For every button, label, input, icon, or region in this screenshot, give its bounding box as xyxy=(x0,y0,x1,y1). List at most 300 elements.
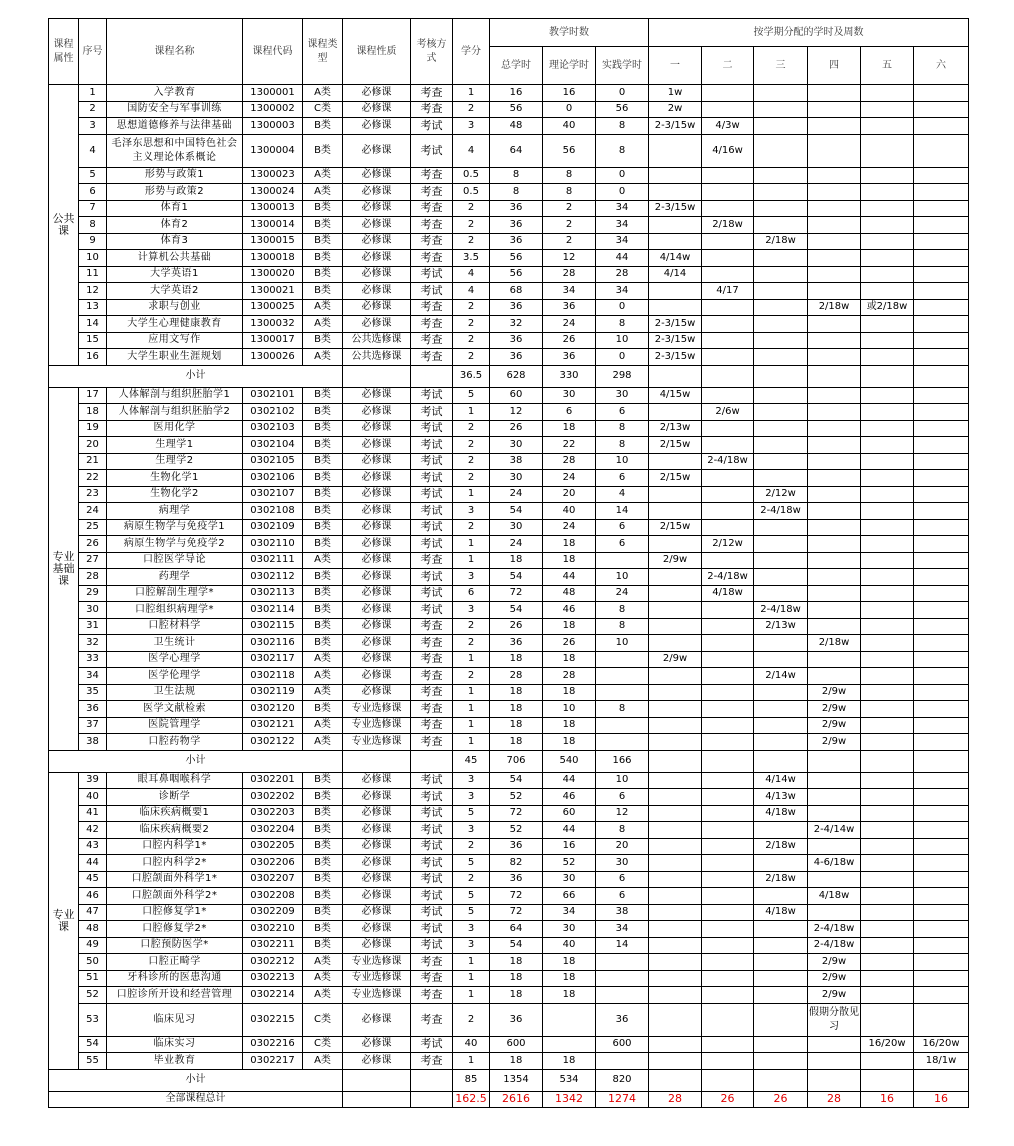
course-code: 1300002 xyxy=(243,101,303,118)
course-name: 病原生物学与免疫学2 xyxy=(107,536,243,553)
practice-hours xyxy=(596,651,649,668)
semester-4-hours xyxy=(808,1053,861,1070)
course-row xyxy=(49,772,969,789)
course-no: 21 xyxy=(79,453,107,470)
total-hours: 38 xyxy=(490,453,543,470)
practice-hours: 24 xyxy=(596,585,649,602)
semester-6-hours xyxy=(914,921,969,938)
subtotal-label: 小计 xyxy=(49,1069,343,1091)
practice-hours: 8 xyxy=(596,420,649,437)
semester-4-hours xyxy=(808,668,861,685)
practice-hours: 34 xyxy=(596,200,649,217)
course-code: 1300026 xyxy=(243,349,303,366)
total-hours: 36 xyxy=(490,299,543,316)
semester-1-hours xyxy=(649,822,702,839)
course-nature: 专业选修课 xyxy=(343,954,411,971)
theory-hours: 6 xyxy=(543,404,596,421)
subtotal-label: 小计 xyxy=(49,365,343,387)
practice-hours: 8 xyxy=(596,602,649,619)
practice-hours xyxy=(596,734,649,751)
semester-4-hours xyxy=(808,101,861,118)
course-code: 0302102 xyxy=(243,404,303,421)
course-no: 26 xyxy=(79,536,107,553)
category-label: 公共课 xyxy=(49,85,79,366)
exam-method: 考查 xyxy=(411,668,453,685)
semester-5-hours xyxy=(861,1003,914,1036)
semester-4-hours xyxy=(808,651,861,668)
practice-hours: 10 xyxy=(596,635,649,652)
course-row xyxy=(49,134,969,167)
semester-4-hours xyxy=(808,404,861,421)
semester-6-hours xyxy=(914,822,969,839)
semester-1-hours: 2/15w xyxy=(649,470,702,487)
course-code: 1300001 xyxy=(243,85,303,102)
course-no: 13 xyxy=(79,299,107,316)
course-type: A类 xyxy=(303,299,343,316)
semester-4-hours xyxy=(808,387,861,404)
course-type: B类 xyxy=(303,503,343,520)
theory-hours: 52 xyxy=(543,855,596,872)
course-code: 0302112 xyxy=(243,569,303,586)
semester-2-hours xyxy=(702,349,754,366)
theory-hours: 28 xyxy=(543,266,596,283)
course-row xyxy=(49,200,969,217)
practice-hours xyxy=(596,1053,649,1070)
credit: 3 xyxy=(453,789,490,806)
credit: 1 xyxy=(453,684,490,701)
course-nature: 必修课 xyxy=(343,855,411,872)
semester-4-hours xyxy=(808,470,861,487)
semester-4-hours: 2/9w xyxy=(808,954,861,971)
subtotal-credit: 45 xyxy=(453,750,490,772)
subtotal-total: 706 xyxy=(490,750,543,772)
semester-5-hours xyxy=(861,838,914,855)
grand-total-semester-5: 16 xyxy=(861,1091,914,1108)
practice-hours: 4 xyxy=(596,486,649,503)
semester-2-hours: 2/12w xyxy=(702,536,754,553)
course-row xyxy=(49,585,969,602)
credit: 40 xyxy=(453,1036,490,1053)
theory-hours: 24 xyxy=(543,470,596,487)
semester-4-hours: 2/9w xyxy=(808,734,861,751)
course-code: 0302120 xyxy=(243,701,303,718)
credit: 2 xyxy=(453,437,490,454)
subtotal-practice: 298 xyxy=(596,365,649,387)
course-no: 7 xyxy=(79,200,107,217)
semester-4-hours xyxy=(808,420,861,437)
theory-hours: 36 xyxy=(543,299,596,316)
semester-3-hours xyxy=(754,552,808,569)
practice-hours: 8 xyxy=(596,618,649,635)
course-type: B类 xyxy=(303,233,343,250)
theory-hours: 18 xyxy=(543,684,596,701)
theory-hours: 40 xyxy=(543,118,596,135)
semester-2-hours xyxy=(702,668,754,685)
semester-3-hours xyxy=(754,283,808,300)
semester-6-hours xyxy=(914,299,969,316)
semester-3-hours xyxy=(754,1036,808,1053)
practice-hours xyxy=(596,668,649,685)
total-hours: 64 xyxy=(490,921,543,938)
course-type: B类 xyxy=(303,871,343,888)
semester-5-hours xyxy=(861,701,914,718)
course-type: B类 xyxy=(303,118,343,135)
course-code: 0302106 xyxy=(243,470,303,487)
credit: 2 xyxy=(453,519,490,536)
course-name: 体育2 xyxy=(107,217,243,234)
course-nature: 必修课 xyxy=(343,569,411,586)
course-type: B类 xyxy=(303,921,343,938)
course-row xyxy=(49,316,969,333)
course-nature: 公共选修课 xyxy=(343,332,411,349)
course-type: B类 xyxy=(303,134,343,167)
theory-hours: 18 xyxy=(543,734,596,751)
semester-5-hours xyxy=(861,233,914,250)
total-hours: 54 xyxy=(490,602,543,619)
semester-4-hours: 4/18w xyxy=(808,888,861,905)
semester-1-hours xyxy=(649,954,702,971)
practice-hours: 8 xyxy=(596,316,649,333)
course-type: A类 xyxy=(303,184,343,201)
exam-method: 考试 xyxy=(411,822,453,839)
course-row xyxy=(49,701,969,718)
theory-hours: 18 xyxy=(543,970,596,987)
semester-4-hours xyxy=(808,118,861,135)
semester-5-hours xyxy=(861,420,914,437)
course-no: 14 xyxy=(79,316,107,333)
semester-6-hours xyxy=(914,838,969,855)
semester-2-hours xyxy=(702,635,754,652)
semester-4-hours: 2/18w xyxy=(808,635,861,652)
exam-method: 考试 xyxy=(411,888,453,905)
header-semester-4: 四 xyxy=(808,47,861,85)
course-name: 大学生职业生涯规划 xyxy=(107,349,243,366)
semester-5-hours xyxy=(861,717,914,734)
semester-6-hours xyxy=(914,404,969,421)
course-type: B类 xyxy=(303,332,343,349)
course-row xyxy=(49,85,969,102)
course-name: 生物化学2 xyxy=(107,486,243,503)
header-type: 课程类型 xyxy=(303,19,343,85)
exam-method: 考查 xyxy=(411,233,453,250)
grand-total-total: 2616 xyxy=(490,1091,543,1108)
course-no: 10 xyxy=(79,250,107,267)
semester-5-hours xyxy=(861,668,914,685)
course-name: 病理学 xyxy=(107,503,243,520)
course-no: 1 xyxy=(79,85,107,102)
semester-3-hours: 2-4/18w xyxy=(754,602,808,619)
semester-6-hours xyxy=(914,701,969,718)
practice-hours xyxy=(596,684,649,701)
practice-hours: 36 xyxy=(596,1003,649,1036)
semester-1-hours xyxy=(649,937,702,954)
total-hours: 36 xyxy=(490,200,543,217)
semester-3-hours: 4/13w xyxy=(754,789,808,806)
semester-1-hours xyxy=(649,184,702,201)
semester-2-hours: 2-4/18w xyxy=(702,569,754,586)
course-type: B类 xyxy=(303,217,343,234)
exam-method: 考试 xyxy=(411,871,453,888)
course-no: 48 xyxy=(79,921,107,938)
course-name: 毕业教育 xyxy=(107,1053,243,1070)
course-code: 0302213 xyxy=(243,970,303,987)
semester-4-hours xyxy=(808,772,861,789)
semester-4-hours xyxy=(808,552,861,569)
semester-1-hours xyxy=(649,921,702,938)
header-attr: 课程属性 xyxy=(49,19,79,85)
credit: 5 xyxy=(453,904,490,921)
credit: 3 xyxy=(453,937,490,954)
semester-3-hours xyxy=(754,200,808,217)
semester-5-hours xyxy=(861,437,914,454)
course-nature: 必修课 xyxy=(343,470,411,487)
semester-3-hours xyxy=(754,437,808,454)
semester-1-hours xyxy=(649,134,702,167)
course-name: 医学伦理学 xyxy=(107,668,243,685)
credit: 2 xyxy=(453,635,490,652)
semester-4-hours xyxy=(808,316,861,333)
credit: 3 xyxy=(453,569,490,586)
grand-total-semester-6: 16 xyxy=(914,1091,969,1108)
credit: 2 xyxy=(453,1003,490,1036)
course-code: 1300018 xyxy=(243,250,303,267)
total-hours: 52 xyxy=(490,822,543,839)
semester-5-hours xyxy=(861,822,914,839)
semester-6-hours xyxy=(914,134,969,167)
grand-total-semester-4: 28 xyxy=(808,1091,861,1108)
exam-method: 考查 xyxy=(411,717,453,734)
semester-1-hours: 2-3/15w xyxy=(649,349,702,366)
course-code: 0302115 xyxy=(243,618,303,635)
theory-hours: 28 xyxy=(543,668,596,685)
course-name: 思想道德修养与法律基础 xyxy=(107,118,243,135)
course-row xyxy=(49,217,969,234)
semester-3-hours xyxy=(754,387,808,404)
course-type: B类 xyxy=(303,838,343,855)
theory-hours: 28 xyxy=(543,453,596,470)
credit: 4 xyxy=(453,134,490,167)
total-hours: 30 xyxy=(490,470,543,487)
semester-6-hours xyxy=(914,200,969,217)
semester-2-hours xyxy=(702,602,754,619)
course-type: B类 xyxy=(303,937,343,954)
course-name: 大学生心理健康教育 xyxy=(107,316,243,333)
semester-3-hours: 4/18w xyxy=(754,805,808,822)
course-row xyxy=(49,871,969,888)
course-row xyxy=(49,1003,969,1036)
course-nature: 必修课 xyxy=(343,250,411,267)
theory-hours: 18 xyxy=(543,954,596,971)
credit: 2 xyxy=(453,332,490,349)
semester-3-hours xyxy=(754,316,808,333)
theory-hours: 40 xyxy=(543,503,596,520)
semester-6-hours xyxy=(914,519,969,536)
exam-method: 考试 xyxy=(411,470,453,487)
course-nature: 必修课 xyxy=(343,167,411,184)
semester-6-hours xyxy=(914,85,969,102)
semester-1-hours: 2/9w xyxy=(649,552,702,569)
semester-3-hours xyxy=(754,519,808,536)
course-type: B类 xyxy=(303,250,343,267)
course-type: B类 xyxy=(303,404,343,421)
exam-method: 考查 xyxy=(411,85,453,102)
empty-cell xyxy=(914,1069,969,1091)
credit: 3 xyxy=(453,921,490,938)
empty-cell xyxy=(914,365,969,387)
exam-method: 考试 xyxy=(411,904,453,921)
theory-hours: 12 xyxy=(543,250,596,267)
semester-3-hours xyxy=(754,921,808,938)
theory-hours xyxy=(543,1036,596,1053)
course-nature: 必修课 xyxy=(343,1003,411,1036)
semester-5-hours xyxy=(861,684,914,701)
course-no: 15 xyxy=(79,332,107,349)
practice-hours: 30 xyxy=(596,855,649,872)
course-type: A类 xyxy=(303,684,343,701)
semester-2-hours: 4/17 xyxy=(702,283,754,300)
course-code: 1300014 xyxy=(243,217,303,234)
credit: 0.5 xyxy=(453,167,490,184)
course-code: 1300013 xyxy=(243,200,303,217)
course-row xyxy=(49,635,969,652)
theory-hours: 24 xyxy=(543,316,596,333)
course-row xyxy=(49,1036,969,1053)
course-code: 0302217 xyxy=(243,1053,303,1070)
total-hours: 8 xyxy=(490,184,543,201)
grand-total-semester-1: 28 xyxy=(649,1091,702,1108)
semester-6-hours xyxy=(914,486,969,503)
course-code: 0302202 xyxy=(243,789,303,806)
semester-3-hours xyxy=(754,937,808,954)
semester-1-hours xyxy=(649,888,702,905)
semester-1-hours xyxy=(649,536,702,553)
course-name: 诊断学 xyxy=(107,789,243,806)
subtotal-total: 1354 xyxy=(490,1069,543,1091)
course-nature: 必修课 xyxy=(343,387,411,404)
exam-method: 考试 xyxy=(411,602,453,619)
grand-total-semester-3: 26 xyxy=(754,1091,808,1108)
semester-1-hours xyxy=(649,684,702,701)
course-type: B类 xyxy=(303,266,343,283)
course-code: 0302210 xyxy=(243,921,303,938)
course-type: B类 xyxy=(303,486,343,503)
semester-2-hours xyxy=(702,1053,754,1070)
course-name: 口腔颌面外科学2* xyxy=(107,888,243,905)
exam-method: 考查 xyxy=(411,970,453,987)
empty-cell xyxy=(754,365,808,387)
exam-method: 考查 xyxy=(411,954,453,971)
total-hours: 36 xyxy=(490,217,543,234)
course-name: 口腔组织病理学* xyxy=(107,602,243,619)
semester-4-hours xyxy=(808,233,861,250)
course-row xyxy=(49,404,969,421)
semester-1-hours xyxy=(649,855,702,872)
course-code: 1300004 xyxy=(243,134,303,167)
course-code: 0302121 xyxy=(243,717,303,734)
course-row xyxy=(49,184,969,201)
credit: 5 xyxy=(453,805,490,822)
semester-2-hours xyxy=(702,734,754,751)
semester-5-hours xyxy=(861,101,914,118)
semester-5-hours xyxy=(861,200,914,217)
semester-1-hours: 2-3/15w xyxy=(649,118,702,135)
practice-hours: 34 xyxy=(596,283,649,300)
subtotal-row xyxy=(49,750,969,772)
course-no: 54 xyxy=(79,1036,107,1053)
semester-1-hours xyxy=(649,635,702,652)
course-name: 医院管理学 xyxy=(107,717,243,734)
semester-5-hours xyxy=(861,316,914,333)
header-semester-5: 五 xyxy=(861,47,914,85)
total-hours: 56 xyxy=(490,101,543,118)
semester-4-hours xyxy=(808,200,861,217)
exam-method: 考试 xyxy=(411,283,453,300)
theory-hours: 2 xyxy=(543,233,596,250)
semester-4-hours xyxy=(808,349,861,366)
course-type: B类 xyxy=(303,805,343,822)
course-name: 人体解剖与组织胚胎学1 xyxy=(107,387,243,404)
total-hours: 68 xyxy=(490,283,543,300)
semester-2-hours xyxy=(702,904,754,921)
course-code: 1300032 xyxy=(243,316,303,333)
course-no: 12 xyxy=(79,283,107,300)
exam-method: 考试 xyxy=(411,453,453,470)
theory-hours: 2 xyxy=(543,200,596,217)
course-nature: 必修课 xyxy=(343,1036,411,1053)
course-row xyxy=(49,486,969,503)
semester-5-hours xyxy=(861,635,914,652)
total-hours: 18 xyxy=(490,987,543,1004)
semester-6-hours xyxy=(914,651,969,668)
theory-hours: 10 xyxy=(543,701,596,718)
course-type: A类 xyxy=(303,970,343,987)
exam-method: 考查 xyxy=(411,651,453,668)
semester-3-hours xyxy=(754,470,808,487)
semester-6-hours xyxy=(914,420,969,437)
semester-6-hours xyxy=(914,789,969,806)
course-nature: 必修课 xyxy=(343,668,411,685)
credit: 3.5 xyxy=(453,250,490,267)
empty-cell xyxy=(411,750,453,772)
course-nature: 必修课 xyxy=(343,635,411,652)
credit: 2 xyxy=(453,349,490,366)
course-no: 43 xyxy=(79,838,107,855)
exam-method: 考试 xyxy=(411,921,453,938)
semester-4-hours: 2-4/18w xyxy=(808,921,861,938)
exam-method: 考查 xyxy=(411,200,453,217)
credit: 1 xyxy=(453,701,490,718)
semester-2-hours xyxy=(702,1003,754,1036)
exam-method: 考查 xyxy=(411,734,453,751)
semester-6-hours xyxy=(914,569,969,586)
semester-2-hours xyxy=(702,937,754,954)
semester-2-hours xyxy=(702,184,754,201)
semester-3-hours xyxy=(754,184,808,201)
semester-1-hours: 2-3/15w xyxy=(649,200,702,217)
course-no: 40 xyxy=(79,789,107,806)
course-code: 0302208 xyxy=(243,888,303,905)
semester-6-hours xyxy=(914,585,969,602)
course-name: 卫生统计 xyxy=(107,635,243,652)
semester-1-hours: 2/15w xyxy=(649,437,702,454)
semester-4-hours xyxy=(808,134,861,167)
semester-4-hours xyxy=(808,602,861,619)
course-name: 求职与创业 xyxy=(107,299,243,316)
category-label: 专业基础课 xyxy=(49,387,79,750)
subtotal-theory: 330 xyxy=(543,365,596,387)
semester-5-hours xyxy=(861,404,914,421)
course-no: 32 xyxy=(79,635,107,652)
